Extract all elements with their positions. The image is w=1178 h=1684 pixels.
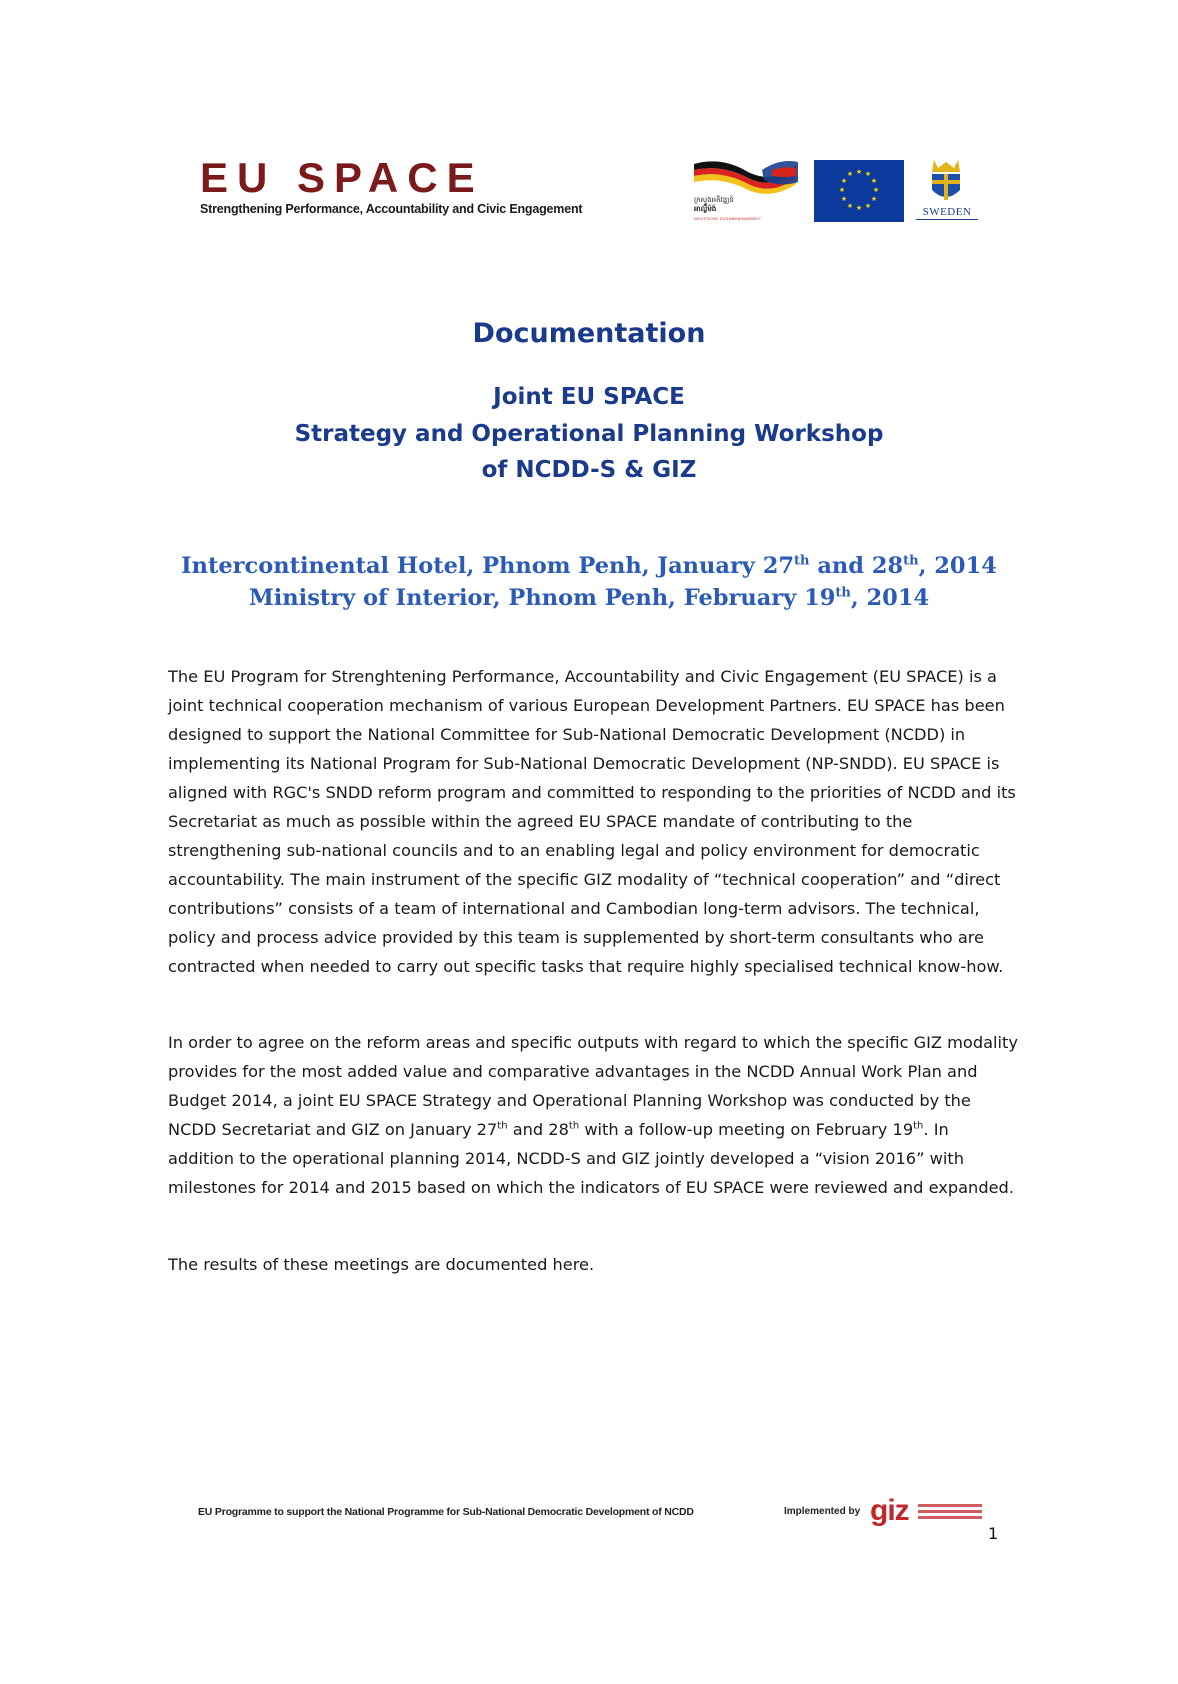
page-footer <box>198 1494 998 1530</box>
german-cambodian-flag-ribbon-icon <box>692 158 804 198</box>
p2-a: In order to agree on the reform areas and specific outputs with regard to which the specific GIZ modality provides for the most added value and comparative advantages in the NCDD Annual Work Plan and Budget 2014, a joint EU SPACE Strategy and Operational Planning Workshop was conducted by the NCDD Secretariat and GIZ on January 27 <box>168 1033 1018 1139</box>
partner-logos <box>692 150 992 230</box>
svg-text:★: ★ <box>870 195 878 203</box>
page-number: 1 <box>988 1524 999 1543</box>
giz-tagline-icon <box>918 1504 982 1522</box>
paragraph-workshop <box>168 1028 1018 1202</box>
venue-2b: , 2014 <box>850 585 930 611</box>
p2-d: . In addition to the operational planning 2014, NCDD-S and GIZ jointly developed a “vision 2016” with milestones for 2014 and 2015 based on which the indicators of EU SPACE were reviewed and expanded. <box>168 1120 1014 1197</box>
svg-text:★: ★ <box>864 202 872 210</box>
eu-space-brand <box>200 156 582 216</box>
brand-title: EU SPACE <box>200 154 484 201</box>
sweden-logo <box>914 156 978 226</box>
subtitle-line-2: Strategy and Operational Planning Workshop <box>294 421 884 447</box>
giz-logo: giz <box>870 1494 909 1527</box>
venue-line-1 <box>0 553 1178 579</box>
logo-line-3: DEUTSCHE ZUSAMMENARBEIT <box>694 216 762 221</box>
p2-sup1: th <box>497 1120 508 1132</box>
brand-subtitle: Strengthening Performance, Accountability and Civic Engagement <box>200 202 583 216</box>
p2-sup3: th <box>913 1120 924 1132</box>
svg-text:★: ★ <box>840 177 848 185</box>
svg-text:★: ★ <box>846 170 854 178</box>
svg-text:★: ★ <box>855 204 863 212</box>
svg-text:★: ★ <box>870 177 878 185</box>
venue-1c: , 2014 <box>918 553 997 579</box>
document-title: Documentation <box>472 318 706 349</box>
footer-program-text: EU Programme to support the National Programme for Sub-National Democratic Development of NCDD <box>198 1506 694 1518</box>
sweden-label: SWEDEN <box>916 206 978 220</box>
venue-1-sup1: th <box>794 553 810 569</box>
venue-1b: and 28 <box>809 553 904 579</box>
paragraph-results: The results of these meetings are documented here. <box>168 1255 595 1274</box>
svg-text:★: ★ <box>855 168 863 176</box>
venue-2a: Ministry of Interior, Phnom Penh, February 19 <box>248 585 836 611</box>
eu-flag-icon <box>814 160 904 222</box>
subtitle-line-3: of NCDD-S & GIZ <box>481 457 697 483</box>
svg-text:★: ★ <box>846 202 854 210</box>
p2-c: with a follow-up meeting on February 19 <box>579 1120 914 1139</box>
venue-1-sup2: th <box>903 553 919 569</box>
p2-b: and 28 <box>507 1120 569 1139</box>
paragraph-intro: The EU Program for Strenghtening Performance, Accountability and Civic Engagement (EU SPACE) is a joint technical cooperation mechanism of various European Development Partners. EU SPACE has been designed to support the National Committee for Sub-National Democratic Development (NCDD) in implementing its National Program for Sub-National Democratic Development (NP-SNDD). EU SPACE is aligned with RGC's SNDD reform program and committed to responding to the priorities of NCDD and its Secretariat as much as possible within the agreed EU SPACE mandate of contributing to the strengthening sub-national councils and to an enabling legal and policy environment for democratic accountability. The main instrument of the specific GIZ modality of “technical cooperation” and “direct contributions” consists of a team of international and Cambodian long-term advisors. The technical, policy and process advice provided by this team is supplemented by short-term consultants who are contracted when needed to carry out specific tasks that require highly specialised technical know-how. <box>168 667 1016 976</box>
venue-line-2 <box>0 585 1178 611</box>
svg-text:★: ★ <box>872 186 880 194</box>
logo-line-2: អាល្លឺម៉ង់ <box>694 206 717 213</box>
p2-sup2: th <box>568 1120 580 1132</box>
german-cooperation-logo <box>692 158 804 222</box>
svg-text:★: ★ <box>840 195 848 203</box>
svg-text:★: ★ <box>838 186 846 194</box>
implemented-by-label: Implemented by <box>784 1506 861 1517</box>
svg-text:★: ★ <box>864 170 872 178</box>
logo-line-1: ក្រសួងអភិវឌ្ឍន៍ <box>694 197 734 204</box>
swedish-crown-shield-icon <box>914 156 978 204</box>
venue-1a: Intercontinental Hotel, Phnom Penh, January 27 <box>181 553 795 579</box>
subtitle-line-1: Joint EU SPACE <box>493 384 685 410</box>
venue-2-sup: th <box>835 585 851 601</box>
